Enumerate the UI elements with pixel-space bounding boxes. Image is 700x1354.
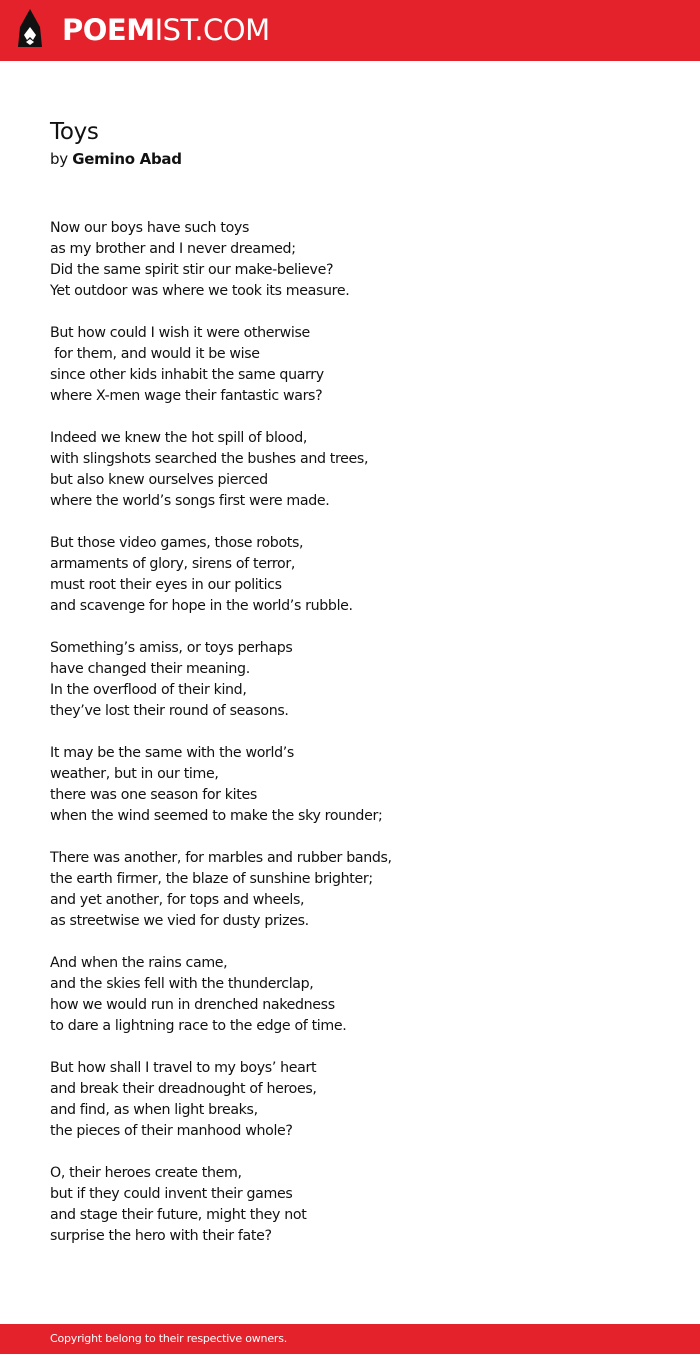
poem-line: where the world’s songs first were made. <box>50 493 330 509</box>
poem-line: they’ve lost their round of seasons. <box>50 703 289 719</box>
poem-line: must root their eyes in our politics <box>50 577 282 593</box>
poem-line: as streetwise we vied for dusty prizes. <box>50 913 309 929</box>
poem-line: and scavenge for hope in the world’s rubble. <box>50 598 353 614</box>
poem-line: and the skies fell with the thunderclap, <box>50 976 314 992</box>
poem-line: and stage their future, might they not <box>50 1207 307 1223</box>
poem-line: But how could I wish it were otherwise <box>50 325 310 341</box>
poem-line: since other kids inhabit the same quarry <box>50 367 324 383</box>
byline <box>50 148 182 170</box>
poem-line: there was one season for kites <box>50 787 257 803</box>
poem-line: the earth firmer, the blaze of sunshine brighter; <box>50 871 373 887</box>
stanza <box>50 848 650 932</box>
poem-line: And when the rains came, <box>50 955 228 971</box>
pen-nib-icon[interactable] <box>16 9 44 51</box>
poem-line: In the overflood of their kind, <box>50 682 247 698</box>
poem-line: to dare a lightning race to the edge of time. <box>50 1018 347 1034</box>
stanza <box>50 218 650 302</box>
poem-line: O, their heroes create them, <box>50 1165 242 1181</box>
stanza <box>50 953 650 1037</box>
poem-line: and find, as when light breaks, <box>50 1102 258 1118</box>
copyright-notice: Copyright belong to their respective owners. <box>50 1332 288 1345</box>
poem-line: But how shall I travel to my boys’ heart <box>50 1060 317 1076</box>
poem-line: and break their dreadnought of heroes, <box>50 1081 317 1097</box>
stanza <box>50 1058 650 1142</box>
stanza <box>50 743 650 827</box>
poem-title: Toys <box>50 119 99 145</box>
poem-line: But those video games, those robots, <box>50 535 304 551</box>
poem-line: Did the same spirit stir our make-believe? <box>50 262 334 278</box>
stanza <box>50 323 650 407</box>
poem-line: There was another, for marbles and rubber bands, <box>50 850 392 866</box>
poem-line: but if they could invent their games <box>50 1186 293 1202</box>
stanza <box>50 428 650 512</box>
poem-line: the pieces of their manhood whole? <box>50 1123 293 1139</box>
poem-body <box>50 218 650 1268</box>
poem-line: when the wind seemed to make the sky rounder; <box>50 808 383 824</box>
poem-line: Indeed we knew the hot spill of blood, <box>50 430 308 446</box>
logo-bold-text: POEM <box>62 13 155 47</box>
poem-line: where X-men wage their fantastic wars? <box>50 388 323 404</box>
poem-line: as my brother and I never dreamed; <box>50 241 296 257</box>
poem-line: have changed their meaning. <box>50 661 250 677</box>
author-name[interactable]: Gemino Abad <box>72 150 182 168</box>
poem-line: how we would run in drenched nakedness <box>50 997 335 1013</box>
stanza <box>50 1163 650 1247</box>
site-logo[interactable] <box>62 13 270 47</box>
poem-line: Now our boys have such toys <box>50 220 249 236</box>
stanza <box>50 638 650 722</box>
stanza <box>50 533 650 617</box>
site-header <box>0 0 700 61</box>
poem-line: Something’s amiss, or toys perhaps <box>50 640 293 656</box>
poem-line: but also knew ourselves pierced <box>50 472 268 488</box>
site-footer <box>0 1324 700 1354</box>
poem-line: for them, and would it be wise <box>50 346 260 362</box>
poem-line: armaments of glory, sirens of terror, <box>50 556 295 572</box>
logo-light-text: IST.COM <box>154 13 270 47</box>
poem-line: weather, but in our time, <box>50 766 219 782</box>
poem-line: with slingshots searched the bushes and trees, <box>50 451 369 467</box>
by-label: by <box>50 150 68 168</box>
poem-line: Yet outdoor was where we took its measure. <box>50 283 350 299</box>
poem-line: and yet another, for tops and wheels, <box>50 892 305 908</box>
poem-line: It may be the same with the world’s <box>50 745 294 761</box>
poem-line: surprise the hero with their fate? <box>50 1228 272 1244</box>
